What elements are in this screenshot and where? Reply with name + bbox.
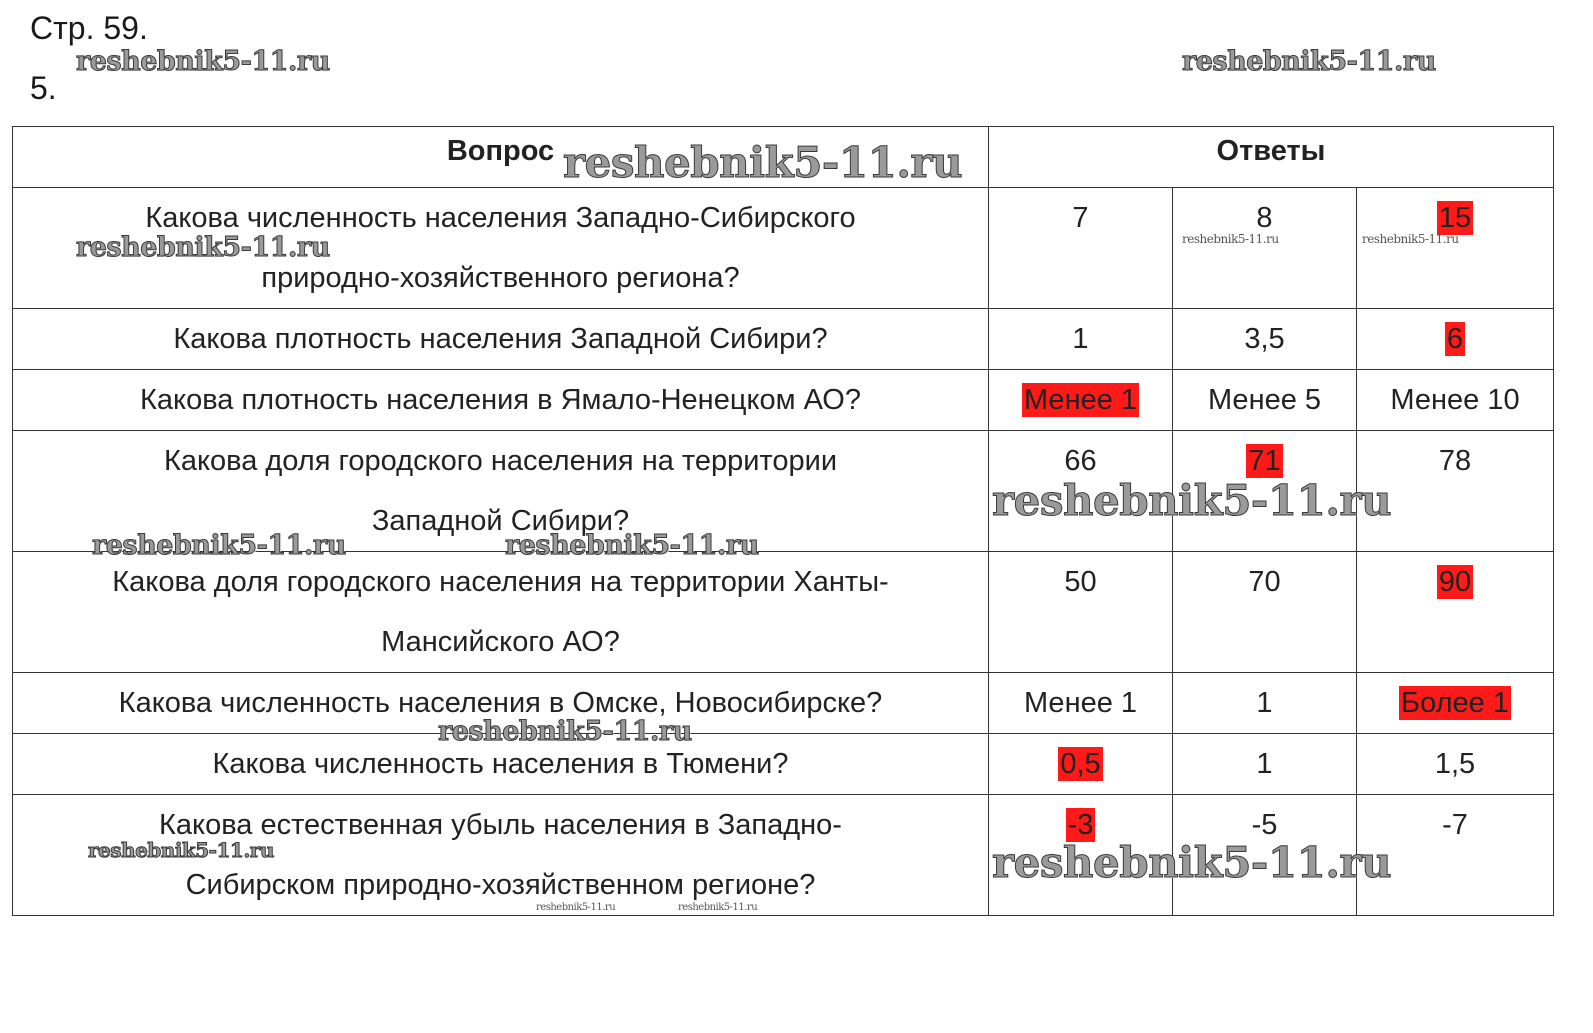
answer-selected: 6 <box>1446 323 1464 355</box>
question-cell <box>13 188 989 309</box>
answer-option: 8 <box>1256 202 1273 234</box>
answer-cell <box>989 734 1173 795</box>
answer-cell <box>1357 734 1554 795</box>
answer-option: 1 <box>1072 323 1089 355</box>
watermark: reshebnik5-11.ru <box>88 838 274 862</box>
question-cell <box>13 309 989 370</box>
answer-option: 78 <box>1438 445 1472 477</box>
answer-selected: 0,5 <box>1060 748 1101 780</box>
question-line: Мансийского АО? <box>381 626 620 658</box>
answer-option: 3,5 <box>1244 323 1285 355</box>
question-cell <box>13 795 989 916</box>
question-line: Какова доля городского населения на территории Ханты- <box>112 566 889 598</box>
exercise-number: 5. <box>30 70 57 106</box>
answer-selected: 90 <box>1438 566 1472 598</box>
table-body <box>13 188 1554 916</box>
answer-cell <box>989 431 1173 552</box>
answer-option: 1 <box>1256 748 1273 780</box>
table-row <box>13 431 1554 552</box>
watermark: reshebnik5-11.ru <box>1362 232 1459 246</box>
table-row <box>13 309 1554 370</box>
answer-cell <box>989 673 1173 734</box>
question-cell <box>13 552 989 673</box>
watermark: reshebnik5-11.ru <box>76 46 330 77</box>
watermark: reshebnik5-11.ru <box>92 530 346 561</box>
question-cell <box>13 734 989 795</box>
answer-selected: Более 1 <box>1401 687 1509 719</box>
answer-cell <box>989 309 1173 370</box>
watermark: reshebnik5-11.ru <box>563 138 963 187</box>
question-line: Какова доля городского населения на территории <box>163 445 838 477</box>
watermark: reshebnik5-11.ru <box>76 232 330 263</box>
question-cell <box>13 673 989 734</box>
answer-cell <box>1173 370 1357 431</box>
answer-cell <box>1173 673 1357 734</box>
answer-cell <box>1173 431 1357 552</box>
question-line: Какова плотность населения Западной Сибири? <box>173 323 828 355</box>
answer-cell <box>1357 795 1554 916</box>
question-line: Какова численность населения Западно-Сибирского <box>145 202 856 234</box>
answer-option: 66 <box>1064 445 1097 477</box>
table-row <box>13 673 1554 734</box>
answer-option: 70 <box>1248 566 1281 598</box>
answer-selected: 71 <box>1248 445 1281 477</box>
answer-cell <box>1173 188 1357 309</box>
answer-cell <box>989 188 1173 309</box>
page-title: Стр. 59. <box>30 10 148 46</box>
answer-option: Менее 10 <box>1390 384 1520 416</box>
answer-cell <box>1173 552 1357 673</box>
answer-cell <box>1173 309 1357 370</box>
answer-selected: -3 <box>1067 809 1094 841</box>
question-line: Какова численность населения в Омске, Новосибирске? <box>118 687 883 719</box>
answer-cell <box>1357 673 1554 734</box>
answer-option: 1,5 <box>1434 748 1476 780</box>
answer-option: Менее 5 <box>1207 384 1322 416</box>
answer-selected: Менее 1 <box>1023 384 1138 416</box>
question-line: Западной Сибири? <box>371 505 630 537</box>
header-answers: Ответы <box>989 127 1554 188</box>
answer-cell <box>1357 552 1554 673</box>
answer-cell <box>1357 431 1554 552</box>
answer-cell <box>989 552 1173 673</box>
table-row <box>13 188 1554 309</box>
answer-cell <box>1357 309 1554 370</box>
watermark: reshebnik5-11.ru <box>505 530 759 561</box>
watermark: reshebnik5-11.ru <box>678 902 758 913</box>
answer-selected: 15 <box>1438 202 1472 234</box>
answer-option: Менее 1 <box>1023 687 1138 719</box>
watermark: reshebnik5-11.ru <box>992 476 1392 525</box>
table-row <box>13 734 1554 795</box>
answer-option: -5 <box>1251 809 1278 841</box>
answer-option: 1 <box>1256 687 1273 719</box>
answer-cell <box>1173 734 1357 795</box>
question-cell <box>13 431 989 552</box>
question-line: природно-хозяйственного региона? <box>261 262 740 294</box>
table-row <box>13 552 1554 673</box>
watermark: reshebnik5-11.ru <box>1182 232 1279 246</box>
answer-cell <box>1173 795 1357 916</box>
question-line: Какова плотность населения в Ямало-Ненецком АО? <box>140 384 861 416</box>
answer-option: 7 <box>1072 202 1089 234</box>
answer-cell <box>989 370 1173 431</box>
answers-table <box>12 126 1554 916</box>
answer-cell <box>1357 188 1554 309</box>
watermark: reshebnik5-11.ru <box>1182 46 1436 77</box>
question-cell <box>13 370 989 431</box>
table-header-row <box>13 127 1554 188</box>
watermark: reshebnik5-11.ru <box>992 838 1392 887</box>
question-line: Какова численность населения в Тюмени? <box>212 748 789 780</box>
answer-cell <box>989 795 1173 916</box>
answer-option: -7 <box>1442 809 1468 841</box>
question-line: Сибирском природно-хозяйственном регионе? <box>185 869 816 901</box>
question-line: Какова естественная убыль населения в Западно- <box>159 809 842 841</box>
header-question: Вопрос <box>13 127 989 188</box>
table-row <box>13 795 1554 916</box>
watermark: reshebnik5-11.ru <box>438 716 692 747</box>
watermark: reshebnik5-11.ru <box>536 902 616 913</box>
table-row <box>13 370 1554 431</box>
answer-cell <box>1357 370 1554 431</box>
answer-option: 50 <box>1064 566 1097 598</box>
